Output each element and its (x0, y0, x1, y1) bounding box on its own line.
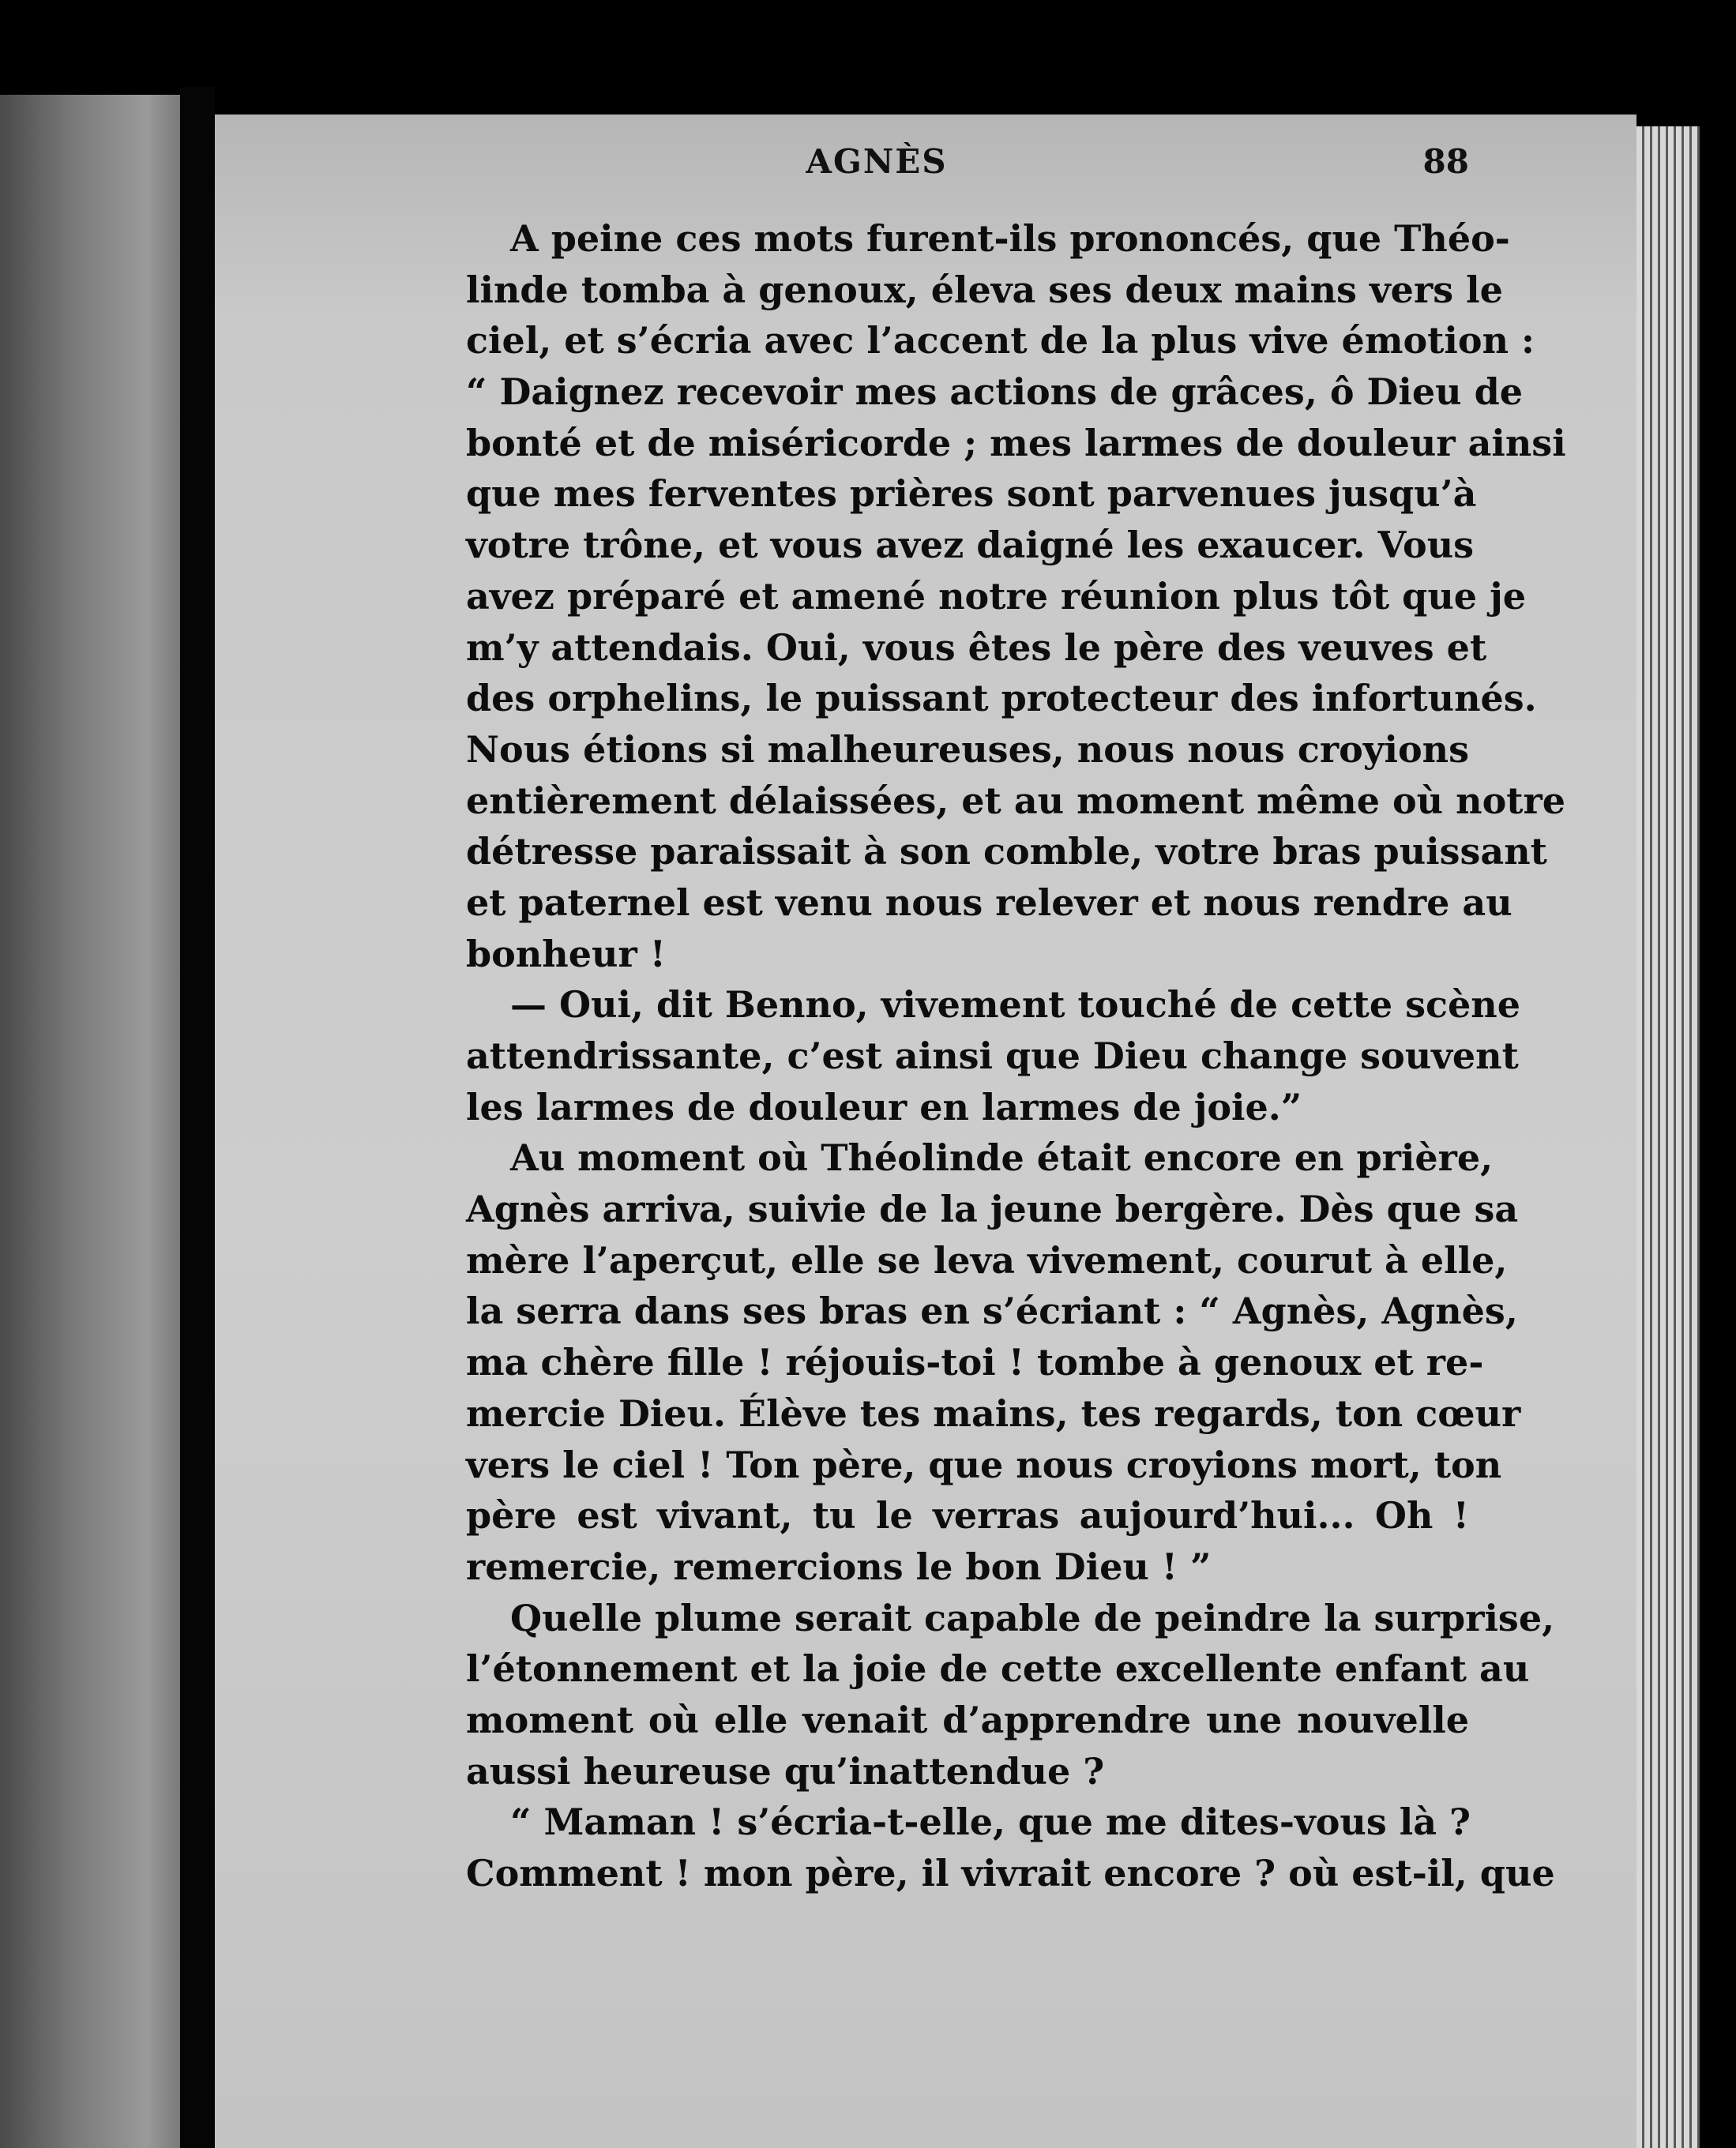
text-line: aussi heureuse qu’inattendue ? (466, 1749, 1105, 1793)
text-line: Quelle plume serait capable de peindre la surprise, (510, 1596, 1555, 1639)
text-line: Nous étions si malheureuses, nous nous croyions (466, 727, 1469, 771)
text-line: Comment ! mon père, il vivrait encore ? où est-il, que (466, 1852, 1555, 1895)
text-line: des orphelins, le puissant protecteur des infortunés. (466, 677, 1537, 720)
text-line: ciel, et s’écria avec l’accent de la plus vive émotion : (466, 319, 1535, 362)
text-line: remercie, remercions le bon Dieu ! ” (466, 1545, 1212, 1588)
text-line: mère l’aperçut, elle se leva vivement, courut à elle, (466, 1238, 1508, 1282)
text-line: avez préparé et amené notre réunion plus tôt que je (466, 574, 1526, 618)
text-line: “ Maman ! s’écria-t-elle, que me dites-vous là ? (510, 1801, 1471, 1844)
book-gutter (180, 87, 215, 2148)
page-number: 88 (1422, 142, 1469, 181)
text-line: “ Daignez recevoir mes actions de grâces, ô Dieu de (466, 370, 1524, 414)
running-head (474, 142, 1469, 190)
text-line: bonheur ! (466, 932, 666, 975)
text-line: — Oui, dit Benno, vivement touché de cette scène (510, 983, 1521, 1027)
text-line: linde tomba à genoux, éleva ses deux mains vers le (466, 268, 1503, 311)
running-title: AGNÈS (806, 142, 948, 181)
text-line: mercie Dieu. Élève tes mains, tes regards, ton cœur (466, 1391, 1521, 1435)
text-line: père est vivant, tu le verras aujourd’hui... Oh ! (466, 1494, 1469, 1538)
text-line: que mes ferventes prières sont parvenues jusqu’à (466, 472, 1477, 516)
body-text (466, 213, 1566, 1899)
text-line: et paternel est venu nous relever et nous rendre au (466, 881, 1512, 924)
text-line: votre trône, et vous avez daigné les exaucer. Vous (466, 524, 1475, 567)
text-line: moment où elle venait d’apprendre une nouvelle (466, 1698, 1469, 1741)
text-line: entièrement délaissées, et au moment même où notre (466, 779, 1565, 822)
text-line: les larmes de douleur en larmes de joie.” (466, 1085, 1302, 1128)
text-line: vers le ciel ! Ton père, que nous croyions mort, ton (466, 1443, 1502, 1486)
text-line: m’y attendais. Oui, vous êtes le père des veuves et (466, 625, 1487, 669)
text-line: Au moment où Théolinde était encore en prière, (510, 1136, 1494, 1180)
text-line: détresse paraissait à son comble, votre bras puissant (466, 830, 1547, 873)
text-line: l’étonnement et la joie de cette excellente enfant au (466, 1647, 1530, 1691)
left-page-edge (0, 95, 183, 2148)
text-line: bonté et de miséricorde ; mes larmes de douleur ainsi (466, 421, 1566, 464)
text-line: attendrissante, c’est ainsi que Dieu change souvent (466, 1035, 1519, 1077)
page-stack-edge (1636, 126, 1700, 2148)
text-line: ma chère fille ! réjouis-toi ! tombe à genoux et re- (466, 1341, 1484, 1384)
text-line: Agnès arriva, suivie de la jeune bergère. Dès que sa (466, 1188, 1519, 1231)
text-line: la serra dans ses bras en s’écriant : “ Agnès, Agnès, (466, 1290, 1518, 1333)
text-line: A peine ces mots furent-ils prononcés, que Théo- (510, 217, 1510, 260)
